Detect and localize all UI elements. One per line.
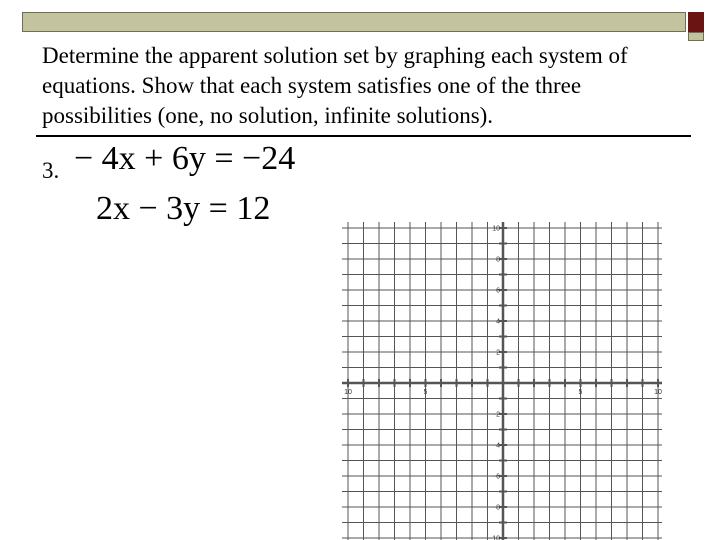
y-tick-label: 2 <box>496 349 500 357</box>
equation-2: 2x − 3y = 12 <box>96 190 271 227</box>
x-tick-label: 10 <box>344 389 352 396</box>
y-tick-label: 8 <box>496 256 500 264</box>
title-bar-decoration <box>22 12 686 32</box>
y-tick-label: 6 <box>496 287 500 295</box>
y-tick-label: −10 <box>488 535 500 540</box>
instructions-text: Determine the apparent solution set by graphing each system of equations. Show that each system satisfies one of the three possibilities (one, no solution, infinite solutions). <box>42 43 628 128</box>
x-tick-label: 10 <box>654 389 662 396</box>
x-tick-label: 5 <box>423 389 428 396</box>
y-tick-label: −6 <box>492 473 500 481</box>
axes <box>342 222 662 540</box>
x-tick-label: 5 <box>578 389 583 396</box>
problem-number: 3. <box>42 158 60 183</box>
y-tick-label: 10 <box>492 225 500 233</box>
coordinate-grid <box>340 220 662 540</box>
y-tick-label: −8 <box>492 504 500 512</box>
corner-accent-light <box>688 32 704 41</box>
y-tick-label: −4 <box>492 442 500 450</box>
equation-1: − 4x + 6y = −24 <box>74 140 296 177</box>
corner-accent-dark <box>688 12 704 32</box>
y-tick-label: 4 <box>496 318 500 326</box>
y-tick-label: −2 <box>492 411 500 419</box>
divider-line <box>36 135 691 137</box>
